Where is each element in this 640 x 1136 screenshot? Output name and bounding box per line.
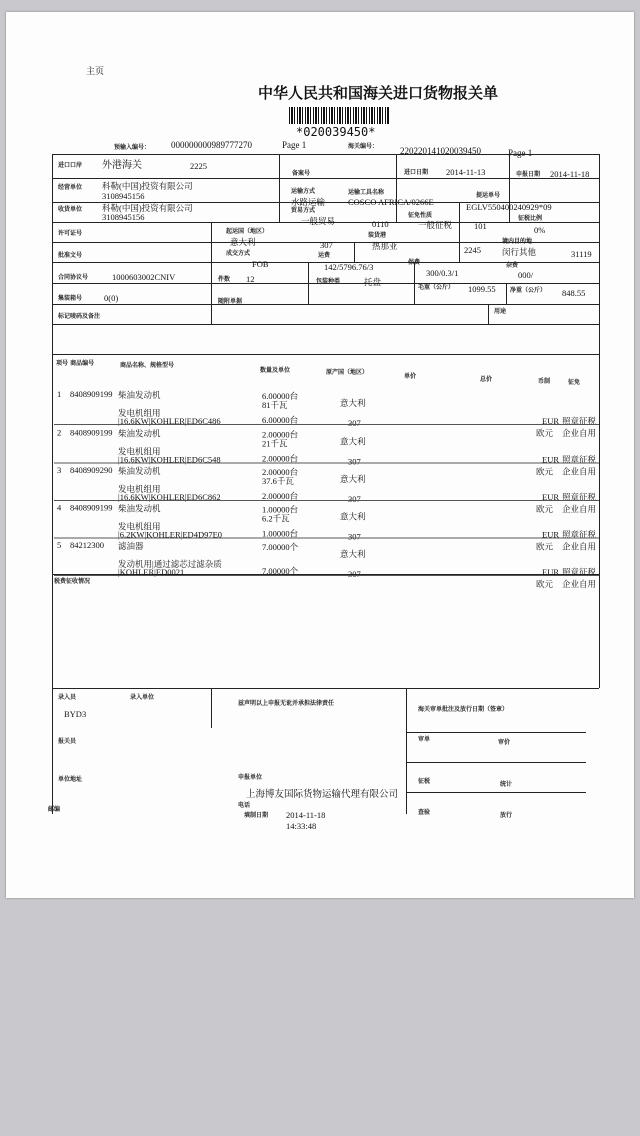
goods-item-model: |16.6KW|KOHLER|ED6C548 [118,454,221,465]
goods-item-currency: EUR [542,454,559,465]
goods-item-currency: EUR [542,416,559,426]
declare-date: 2014-11-18 [550,169,590,179]
goods-item-levy-usage: 企业自用 [562,466,597,477]
page-left: Page 1 [282,140,307,150]
freight-label: 运费 [318,252,331,259]
review-label: 审价 [498,739,511,746]
goods-item-qty3: 6.00000台 [262,415,299,425]
goods-item-qty1: 6.00000台 [262,391,299,401]
goods-item-qty3: 7.00000个 [262,566,299,576]
fill-time: 14:33:48 [286,821,317,831]
contract-label: 合同协议号 [58,274,89,281]
levy-label: 征税 [418,778,431,785]
receiver-label: 收货单位 [58,206,83,213]
barcode-text: *020039450* [296,125,376,139]
goods-item-qty2: 6.2千瓦 [262,513,290,524]
goods-item-name: 柴油发动机 [118,390,161,400]
goods-item-code: 8408909199 [70,502,113,513]
goods-item-no: 5 [57,540,62,550]
goods-item-levy-usage: 企业自用 [562,428,597,438]
trade-mode-code: 0110 [372,219,389,229]
inspect-label: 查验 [418,809,431,816]
misc-label: 杂费 [506,262,519,269]
goods-item-name: 柴油发动机 [118,503,161,514]
loading-port-code: 2245 [464,245,481,255]
goods-item-spec: 发电机组用 [118,408,161,418]
postcode-label: 邮编 [48,806,61,813]
operator-code: 3108945156 [102,191,145,201]
approval-label: 批准文号 [58,252,83,259]
entry-unit-label: 录入单位 [130,694,155,701]
trade-mode-label: 贸易方式 [291,207,316,214]
goods-item-spec: 发电机组用 [118,521,161,532]
package: 托盘 [364,277,382,287]
goods-item-qty2: 21千瓦 [262,438,288,449]
fill-date-label: 填制日期 [244,812,269,819]
net: 848.55 [562,288,586,298]
audit-label: 审单 [418,736,431,743]
goods-item-no: 2 [57,427,62,438]
container: 0(0) [104,293,119,303]
import-port-label: 进口口岸 [58,162,83,169]
phone-label: 电话 [238,802,251,809]
contract: 1000603002CNIV [112,272,176,282]
goods-item-qty1: 2.00000台 [262,467,299,477]
goods-item-currency-cn: 欧元 [536,579,554,589]
pre-entry-no: 000000000989777270 [171,140,252,150]
trade-mode: 一般贸易 [301,216,336,226]
import-date: 2014-11-13 [446,167,486,177]
levy-nature-code: 101 [474,221,487,231]
levy-nature-label: 征免性质 [408,212,433,219]
declare-unit: 上海博友国际货物运输代理有限公司 [246,790,399,800]
goods-item-levy: 照章征税 [562,492,597,502]
bl-no-label: 提运单号 [476,192,501,199]
goods-item-qty3: 2.00000台 [262,453,299,464]
customs-no-label: 海关编号： [348,143,379,150]
operator-name: 科勒(中国)投资有限公司 [102,181,193,191]
col-origin: 原产国（地区） [326,369,369,376]
goods-item-currency-cn: 欧元 [536,541,554,552]
insurance-label: 保费 [408,259,421,266]
col-total: 总价 [480,376,493,383]
container-label: 集装箱号 [58,295,83,302]
goods-item-currency-cn: 欧元 [536,504,554,514]
goods-item-levy: 照章征税 [562,454,597,465]
col-levy: 征免 [568,379,581,386]
goods-item-no: 1 [57,389,62,399]
operator-label: 经营单位 [58,184,83,191]
domestic-dest-code: 31119 [571,249,592,259]
record-no-label: 备案号 [292,170,311,177]
goods-item-origin-code: 307 [348,531,361,542]
col-name-spec: 商品名称、规格型号 [120,362,175,369]
goods-item-origin: 意大利 [340,398,366,408]
goods-item-model: |KOHLER|ED0021 [118,567,185,577]
docs-label: 随附单据 [218,298,243,305]
license-label: 许可证号 [58,230,83,237]
goods-item-currency: EUR [542,492,559,502]
loading-port: 热那亚 [372,241,398,251]
levy-ratio: 0% [534,225,546,235]
goods-item-name: 柴油发动机 [118,466,161,476]
goods-item-origin: 意大利 [340,511,366,522]
goods-item-currency-cn: 欧元 [536,428,554,438]
goods-item-qty1: 7.00000个 [262,542,299,552]
gross-label: 毛重（公斤） [418,284,455,291]
import-port-code: 2225 [190,161,207,171]
goods-item-qty2: 81千瓦 [262,400,288,410]
pieces-label: 件数 [218,276,231,283]
row-divider [54,463,599,464]
transport-mode-label: 运输方式 [291,188,316,195]
goods-item-levy-usage: 企业自用 [562,504,597,514]
stats-label: 统计 [500,781,513,788]
domestic-dest-label: 境内目的地 [502,238,533,245]
tax-label: 税费征收情况 [54,578,91,585]
goods-item-no: 4 [57,502,62,513]
statement: 兹声明以上申报无讹并承担法律责任 [238,700,335,707]
approval-label: 海关审单批注及放行日期（签章） [418,706,509,713]
goods-item-levy-usage: 企业自用 [562,541,597,552]
domestic-dest: 闵行其他 [502,247,537,257]
goods-item-levy-usage: 企业自用 [562,579,597,589]
marks-label: 标记唛码及备注 [58,313,101,320]
page-right: Page 1 [508,148,533,158]
row-divider [54,424,599,425]
home-label: 主页 [86,66,105,76]
transport-tool: COSCO AFRICA/0266E [348,197,434,207]
pieces: 12 [246,274,255,284]
barcode [289,107,389,124]
origin-country-code: 307 [320,240,333,250]
origin-country-label: 起运国（地区） [226,228,269,235]
goods-item-origin-code: 307 [348,494,361,504]
goods-item-code: 8408909199 [70,389,113,399]
insurance: 300/0.3/1 [426,268,459,278]
document-title: 中华人民共和国海关进口货物报关单 [258,84,499,102]
entry-person-label: 录入员 [58,694,77,701]
receiver-name: 科勒(中国)投资有限公司 [102,203,193,213]
goods-item-origin: 意大利 [340,549,366,559]
goods-item-currency-cn: 欧元 [536,466,554,477]
declaration-page [6,12,634,898]
usage-label: 用途 [494,308,507,315]
goods-item-model: |6.2KW|KOHLER|ED4D97E0 [118,529,223,540]
goods-item-origin-code: 307 [348,456,361,467]
goods-item-code: 84212300 [70,540,104,550]
levy-nature: 一般征税 [418,220,453,230]
goods-item-currency: EUR [542,529,559,540]
goods-item-spec: 发电机组用 [118,484,161,494]
release-label: 放行 [500,812,513,819]
goods-item-spec: 发动机用|通过滤芯过滤杂质 [118,559,222,569]
levy-ratio-label: 征税比例 [518,215,543,222]
goods-item-levy: 照章征税 [562,567,597,577]
goods-item-qty1: 2.00000台 [262,429,299,440]
goods-item-qty3: 2.00000台 [262,491,299,501]
goods-item-name: 滤油器 [118,541,144,551]
col-unit-price: 单价 [404,373,417,380]
package-label: 包装种类 [316,278,341,285]
row-divider [54,500,599,501]
transport-tool-label: 运输工具名称 [348,189,385,196]
goods-item-qty3: 1.00000台 [262,528,299,539]
goods-item-origin-code: 307 [348,418,361,428]
bl-no: EGLV550400240929*09 [466,202,552,212]
goods-item-code: 8408909199 [70,427,113,438]
fill-date: 2014-11-18 [286,810,326,820]
goods-item-no: 3 [57,465,62,475]
origin-country: 意大利 [230,237,256,247]
loading-port-label: 装货港 [368,232,387,239]
declare-date-label: 申报日期 [516,171,541,178]
deal-mode: FOB [252,259,269,269]
goods-item-origin-code: 307 [348,569,361,579]
goods-item-qty1: 1.00000台 [262,504,299,515]
freight: 142/5796.76/3 [324,262,374,272]
goods-item-model: |16.6KW|KOHLER|ED6C862 [118,492,221,502]
import-date-label: 进口日期 [404,169,429,176]
goods-item-origin: 意大利 [340,474,366,484]
declarant-label: 报关员 [58,738,77,745]
pre-entry-label: 预输入编号： [114,144,151,151]
net-label: 净重（公斤） [510,287,547,294]
goods-item-code: 8408909290 [70,465,113,475]
col-currency: 币制 [538,378,551,385]
goods-item-levy: 照章征税 [562,529,597,540]
col-qty-unit: 数量及单位 [260,367,291,374]
receiver-code: 3108945156 [102,212,145,222]
import-port: 外港海关 [102,160,142,171]
col-no-code: 项号 商品编号 [56,360,95,367]
goods-item-currency: EUR [542,567,559,577]
goods-item-model: |16.6KW|KOHLER|ED6C486 [118,416,221,426]
declare-unit-label: 申报单位 [238,774,263,781]
goods-item-levy: 照章征税 [562,416,597,426]
row-divider [54,538,599,539]
goods-item-spec: 发电机组用 [118,446,161,457]
unit-address-label: 单位地址 [58,776,83,783]
misc: 000/ [518,270,534,280]
goods-item-origin: 意大利 [340,436,366,447]
goods-item-name: 柴油发动机 [118,428,161,439]
row-divider [54,575,599,576]
deal-mode-label: 成交方式 [226,250,251,257]
transport-mode: 水路运输 [291,197,326,207]
customs-no: 220220141020039450 [400,146,481,156]
entry-person: BYD3 [64,709,87,719]
goods-item-qty2: 37.6千瓦 [262,476,294,486]
gross: 1099.55 [468,284,496,294]
